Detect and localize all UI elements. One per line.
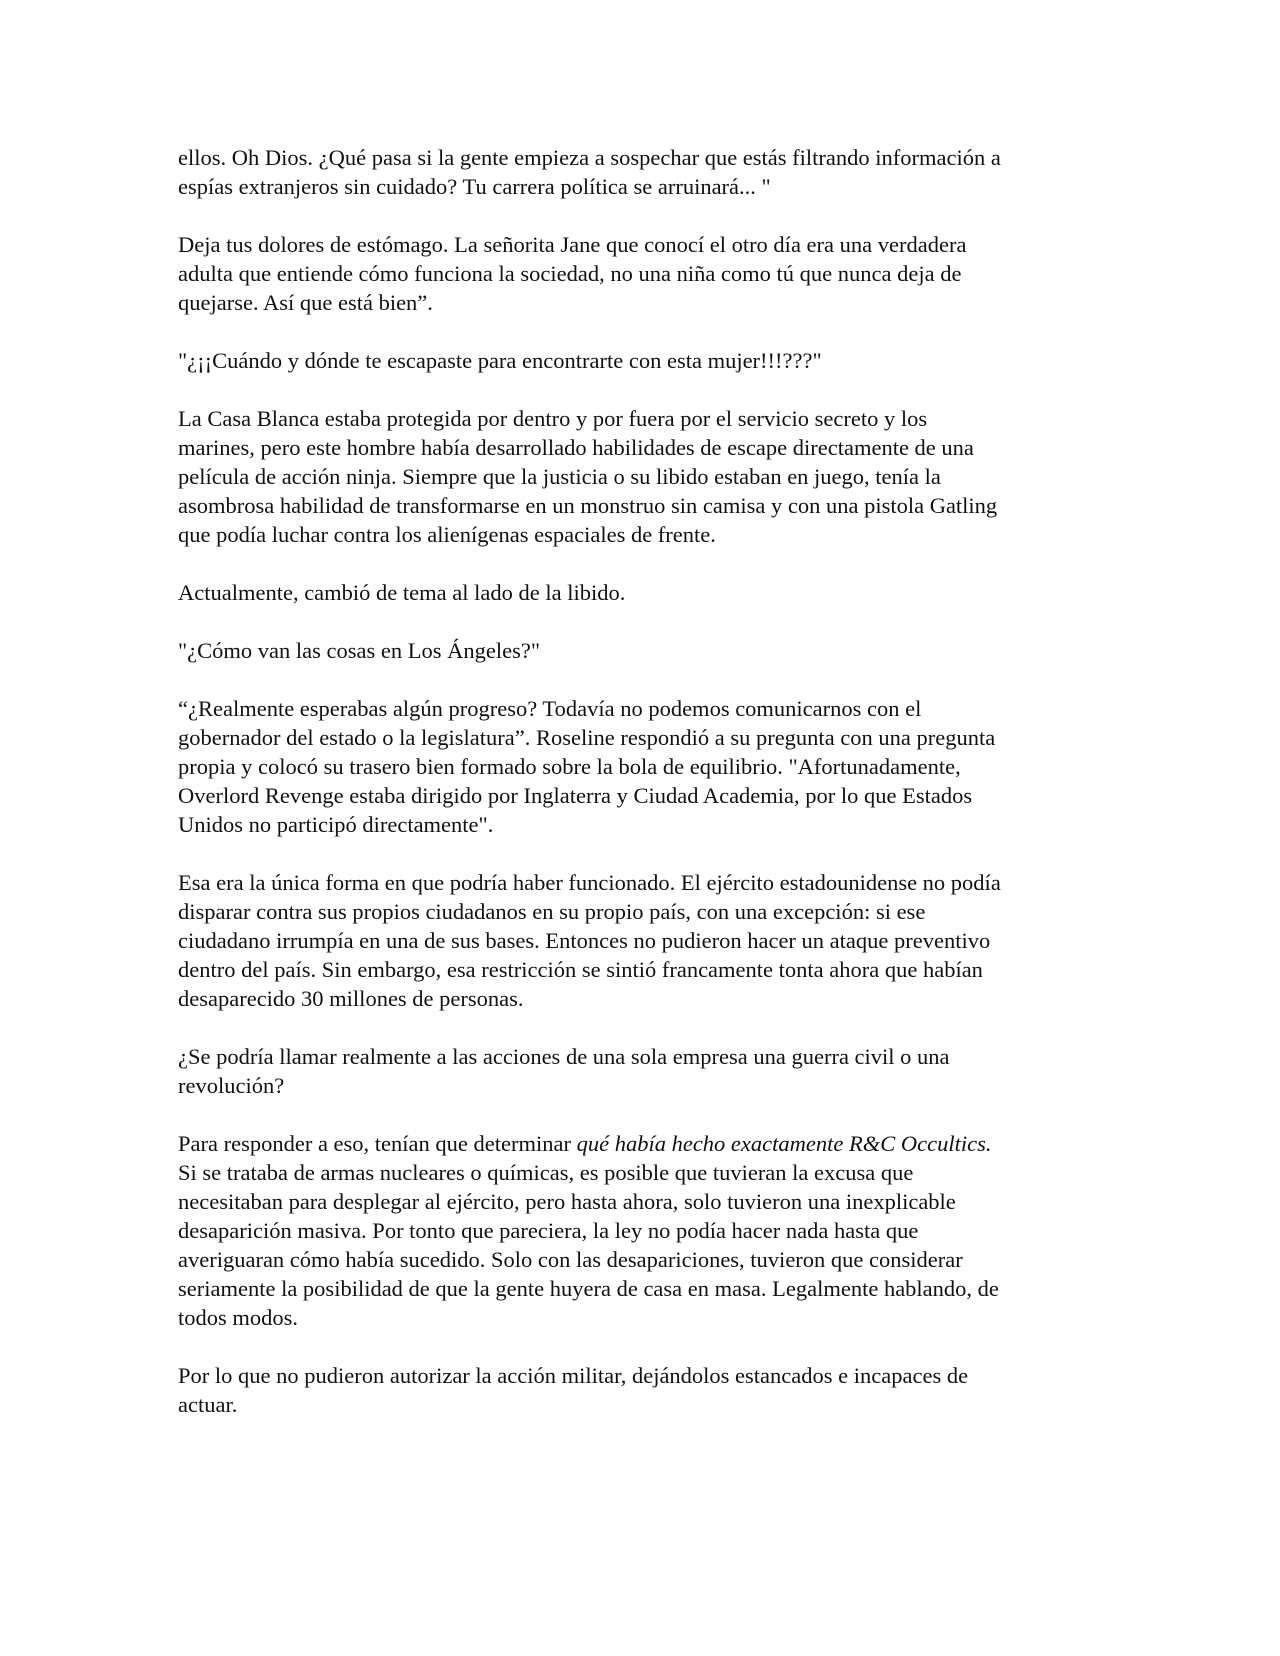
paragraph [178, 1129, 1108, 1332]
text-line: disparar contra sus propios ciudadanos en su propio país, con una excepción: si ese [178, 899, 926, 924]
text-line: Overlord Revenge estaba dirigido por Inglaterra y Ciudad Academia, por lo que Estados [178, 783, 973, 808]
text-line: Unidos no participó directamente". [178, 812, 494, 837]
paragraph [178, 230, 1108, 317]
paragraph [178, 868, 1108, 1013]
text-line: averiguaran cómo había sucedido. Solo con las desapariciones, tuvieron que considerar [178, 1247, 963, 1272]
text-line: “¿Realmente esperabas algún progreso? Todavía no podemos comunicarnos con el [178, 696, 922, 721]
text-line: película de acción ninja. Siempre que la justicia o su libido estaban en juego, tenía la [178, 464, 941, 489]
paragraph [178, 1361, 1108, 1419]
text-line: Esa era la única forma en que podría haber funcionado. El ejército estadounidense no podía [178, 870, 1001, 895]
paragraph [178, 346, 1108, 375]
paragraph [178, 578, 1108, 607]
text-line: marines, pero este hombre había desarrollado habilidades de escape directamente de una [178, 435, 974, 460]
text-line: propia y colocó su trasero bien formado sobre la bola de equilibrio. "Afortunadamente, [178, 754, 961, 779]
paragraph [178, 143, 1108, 201]
text-line: adulta que entiende cómo funciona la sociedad, no una niña como tú que nunca deja de [178, 261, 962, 286]
text-line: dentro del país. Sin embargo, esa restricción se sintió francamente tonta ahora que habían [178, 957, 983, 982]
text-line: ¿Se podría llamar realmente a las acciones de una sola empresa una guerra civil o una [178, 1044, 950, 1069]
text-line: desaparición masiva. Por tonto que pareciera, la ley no podía hacer nada hasta que [178, 1218, 919, 1243]
text-line: todos modos. [178, 1305, 299, 1330]
paragraph [178, 694, 1108, 839]
text-line: revolución? [178, 1073, 285, 1098]
text-line: actuar. [178, 1392, 238, 1417]
text-line: Deja tus dolores de estómago. La señorita Jane que conocí el otro día era una verdadera [178, 232, 967, 257]
text-line: ciudadano irrumpía en una de sus bases. Entonces no pudieron hacer un ataque preventivo [178, 928, 991, 953]
text-line: espías extranjeros sin cuidado? Tu carrera política se arruinará... " [178, 174, 771, 199]
document-page [178, 143, 1108, 1448]
text-line: ellos. Oh Dios. ¿Qué pasa si la gente empieza a sospechar que estás filtrando información a [178, 145, 1001, 170]
text-line: que podía luchar contra los alienígenas espaciales de frente. [178, 522, 716, 547]
text-line [178, 1129, 1108, 1158]
text-line: Actualmente, cambió de tema al lado de la libido. [178, 580, 626, 605]
paragraph [178, 1042, 1108, 1100]
text-line: gobernador del estado o la legislatura”. Roseline respondió a su pregunta con una pregunta [178, 725, 996, 750]
text-line: La Casa Blanca estaba protegida por dentro y por fuera por el servicio secreto y los [178, 406, 928, 431]
text-line: necesitaban para desplegar al ejército, pero hasta ahora, solo tuvieron una inexplicable [178, 1189, 956, 1214]
text-line: quejarse. Así que está bien”. [178, 290, 433, 315]
italic-text: qué había hecho exactamente R&C Occultics. [576, 1131, 992, 1156]
text-line: Si se trataba de armas nucleares o químicas, es posible que tuvieran la excusa que [178, 1160, 914, 1185]
text-line: "¿¡¡Cuándo y dónde te escapaste para encontrarte con esta mujer!!!???" [178, 348, 822, 373]
paragraph [178, 404, 1108, 549]
text-line: desaparecido 30 millones de personas. [178, 986, 524, 1011]
text-line: seriamente la posibilidad de que la gente huyera de casa en masa. Legalmente hablando, de [178, 1276, 999, 1301]
paragraph [178, 636, 1108, 665]
text-segment: Para responder a eso, tenían que determinar [178, 1131, 577, 1156]
text-line: Por lo que no pudieron autorizar la acción militar, dejándolos estancados e incapaces de [178, 1363, 969, 1388]
text-line: asombrosa habilidad de transformarse en un monstruo sin camisa y con una pistola Gatling [178, 493, 998, 518]
text-line: "¿Cómo van las cosas en Los Ángeles?" [178, 638, 541, 663]
